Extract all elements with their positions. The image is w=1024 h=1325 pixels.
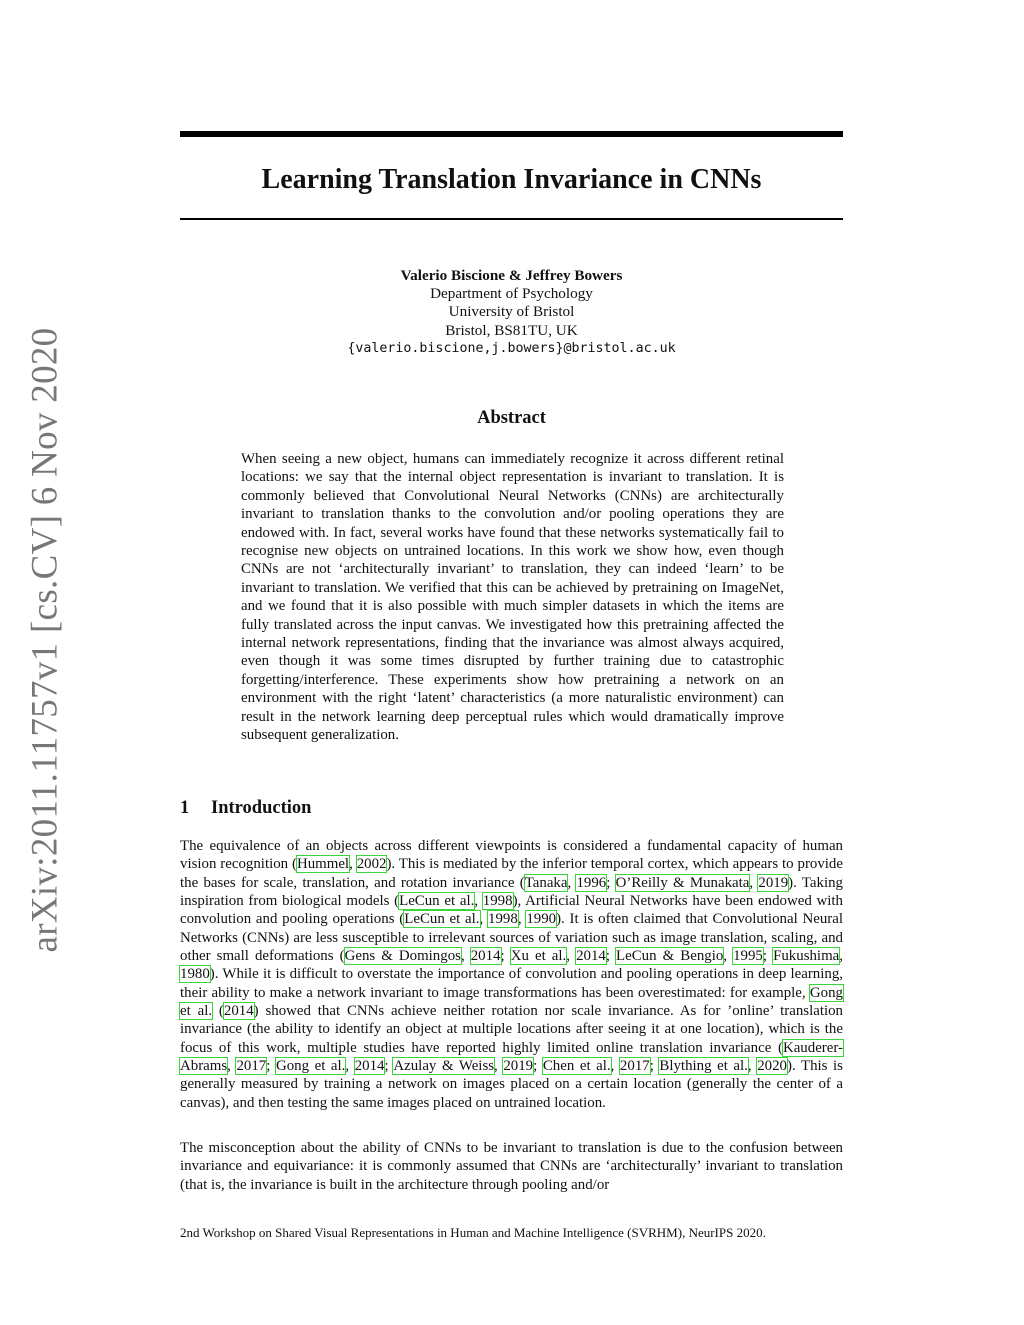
citation-link[interactable]: 2002 bbox=[356, 856, 387, 873]
author-university: University of Bristol bbox=[448, 303, 575, 321]
citation-link[interactable]: Fukushima bbox=[773, 948, 840, 965]
citation-link[interactable]: 2014 bbox=[470, 948, 501, 965]
paragraph-text: , bbox=[567, 874, 577, 891]
author-email: {valerio.biscione,j.bowers}@bristol.ac.uk bbox=[347, 340, 676, 356]
citation-link[interactable]: Blything et al. bbox=[659, 1058, 748, 1075]
citation-link[interactable]: LeCun et al. bbox=[399, 893, 475, 910]
citation-link[interactable]: 2019 bbox=[503, 1058, 534, 1075]
paragraph-text: ) showed that CNNs achieve neither rotation nor scale invariance. As for ’online’ translation invariance (the ability to identify an object at multiple locations after seeing it at one location), which is the focus of this work, multiple studies have reported highly limited online translation invariance ( bbox=[180, 1003, 844, 1056]
paragraph-text: , bbox=[517, 911, 527, 928]
paragraph-text: , bbox=[479, 911, 489, 928]
paragraph-text: ( bbox=[212, 1003, 224, 1020]
citation-link[interactable]: Hummel bbox=[296, 856, 350, 873]
paragraph-text: ; bbox=[762, 948, 774, 965]
citation-link[interactable]: 2019 bbox=[758, 874, 789, 891]
paragraph-text: ). While it is difficult to overstate the importance of convolution and pooling operations in deep learning, their ability to make a network invariant to image transformations has been overestimated: for example, bbox=[180, 966, 843, 1001]
paragraph-text: , bbox=[747, 1058, 758, 1075]
paragraph-text: ), Artificial Neural Networks have been endowed with convolution and pooling operations ( bbox=[180, 893, 843, 928]
intro-paragraph-2: The misconception about the ability of CNNs to be invariant to translation is due to the confusion between invariance and equivariance: it is commonly assumed that CNNs are ‘architecturally’ invariant to translation (that is, the invariance is built in the architecture through pooling and/or bbox=[180, 1140, 843, 1193]
citation-link[interactable]: 1998 bbox=[488, 911, 518, 928]
citation-link[interactable]: 2014 bbox=[354, 1058, 385, 1075]
author-names: Valerio Biscione & Jeffrey Bowers bbox=[400, 267, 623, 284]
citation-link[interactable]: Tanaka bbox=[524, 874, 568, 891]
paragraph-text: , bbox=[566, 948, 577, 965]
paragraph-text: ; bbox=[649, 1058, 660, 1075]
title-bottom-rule bbox=[180, 218, 843, 220]
citation-link[interactable]: 1998 bbox=[482, 893, 513, 910]
paragraph-text: ; bbox=[500, 948, 511, 965]
paragraph-text: , bbox=[749, 874, 759, 891]
citation-link[interactable]: 1995 bbox=[733, 948, 763, 965]
paragraph-text: ; bbox=[606, 874, 616, 891]
section-number: 1 bbox=[180, 798, 190, 818]
citation-link[interactable]: Gens & Domingos bbox=[344, 948, 461, 965]
paragraph-text: , bbox=[349, 856, 357, 873]
author-address: Bristol, BS81TU, UK bbox=[445, 321, 578, 339]
citation-link[interactable]: O’Reilly & Munakata bbox=[615, 874, 750, 891]
paragraph-text: , bbox=[460, 948, 471, 965]
venue-footer: 2nd Workshop on Shared Visual Representations in Human and Machine Intelligence (SVRHM), NeurIPS 2020. bbox=[180, 1225, 766, 1240]
citation-link[interactable]: 2020 bbox=[757, 1058, 787, 1075]
intro-paragraph-1 bbox=[180, 837, 843, 1112]
paragraph-text: The equivalence of an objects across different viewpoints is considered a fundamental capacity of human vision recognition ( bbox=[180, 838, 843, 873]
paragraph-text: ; bbox=[266, 1058, 276, 1075]
citation-link[interactable]: 2014 bbox=[223, 1003, 254, 1020]
paragraph-text: , bbox=[839, 948, 843, 965]
citation-link[interactable]: Chen et al. bbox=[542, 1058, 611, 1075]
paragraph-text: ; bbox=[384, 1058, 394, 1075]
paragraph-text: ). This is generally measured by training a network on images placed on a certain location (generally the center of a canvas), and then testing the same images placed on untrained location. bbox=[180, 1058, 843, 1111]
author-block bbox=[180, 267, 843, 358]
paper-title: Learning Translation Invariance in CNNs bbox=[261, 164, 762, 195]
paragraph-text: , bbox=[345, 1058, 355, 1075]
arxiv-identifier: arXiv:2011.11757v1 [cs.CV] 6 Nov 2020 bbox=[24, 327, 66, 953]
citation-link[interactable]: Kauderer-Abrams bbox=[180, 1039, 843, 1075]
section-title: Introduction bbox=[211, 798, 312, 818]
citation-link[interactable]: 1990 bbox=[526, 911, 557, 928]
author-department: Department of Psychology bbox=[430, 285, 593, 303]
paragraph-text: ; bbox=[605, 948, 617, 965]
paragraph-text: ; bbox=[533, 1058, 543, 1075]
citation-link[interactable]: LeCun & Bengio bbox=[616, 948, 724, 965]
section-heading bbox=[180, 795, 311, 821]
abstract-heading: Abstract bbox=[477, 408, 546, 428]
abstract-text: When seeing a new object, humans can immediately recognize it across different retinal locations: we say that the internal object representation is invariant to translation. It is commonly believed that Convolutional Neural Networks (CNNs) are architecturally invariant to translation thanks to the convolution and/or pooling operations they are endowed with. In fact, several works have found that these networks systematically fail to recognise new objects on untrained locations. In this work we show how, even though CNNs are not ‘architecturally invariant’ to translation, they can indeed ‘learn’ to be invariant to translation. We verified that this can be achieved by pretraining on ImageNet, and we found that it is also possible with much simpler datasets in which the items are fully translated across the input canvas. We investigated how this pretraining affected the internal network representations, finding that the invariance was almost always acquired, even though it was some times disrupted by further training due to catastrophic forgetting/interference. These experiments show how pretraining a network on an environment with the right ‘latent’ characteristics (a more naturalistic environment) can result in the network learning deep perceptual rules which would dramatically improve subsequent generalization. bbox=[241, 451, 784, 744]
citation-link[interactable]: 2017 bbox=[236, 1058, 267, 1075]
citation-link[interactable]: 2017 bbox=[619, 1058, 650, 1075]
paragraph-text: , bbox=[474, 893, 483, 910]
paragraph-text: ). It is often claimed that Convolutional Neural Networks (CNNs) are less susceptible to irrelevant sources of variation such as image translation, scaling, and other small deformations ( bbox=[180, 911, 843, 965]
paragraph-text: , bbox=[610, 1058, 620, 1075]
paragraph-text: , bbox=[227, 1058, 237, 1075]
paragraph-text: ). Taking inspiration from biological models ( bbox=[180, 874, 843, 910]
citation-link[interactable]: 2014 bbox=[576, 948, 606, 965]
citation-link[interactable]: Azulay & Weiss bbox=[393, 1058, 495, 1075]
citation-link[interactable]: 1996 bbox=[576, 874, 607, 891]
paragraph-text: ). This is mediated by the inferior temporal cortex, which appears to provide the bases for scale, translation, and rotation invariance ( bbox=[180, 856, 843, 891]
title-top-rule bbox=[180, 131, 843, 137]
paragraph-text: , bbox=[723, 948, 734, 965]
citation-link[interactable]: LeCun et al. bbox=[404, 911, 480, 928]
citation-link[interactable]: Xu et al. bbox=[510, 948, 567, 965]
paragraph-text: , bbox=[494, 1058, 504, 1075]
citation-link[interactable]: Gong et al. bbox=[180, 984, 843, 1020]
citation-link[interactable]: 1980 bbox=[180, 966, 210, 983]
citation-link[interactable]: Gong et al. bbox=[275, 1058, 346, 1075]
